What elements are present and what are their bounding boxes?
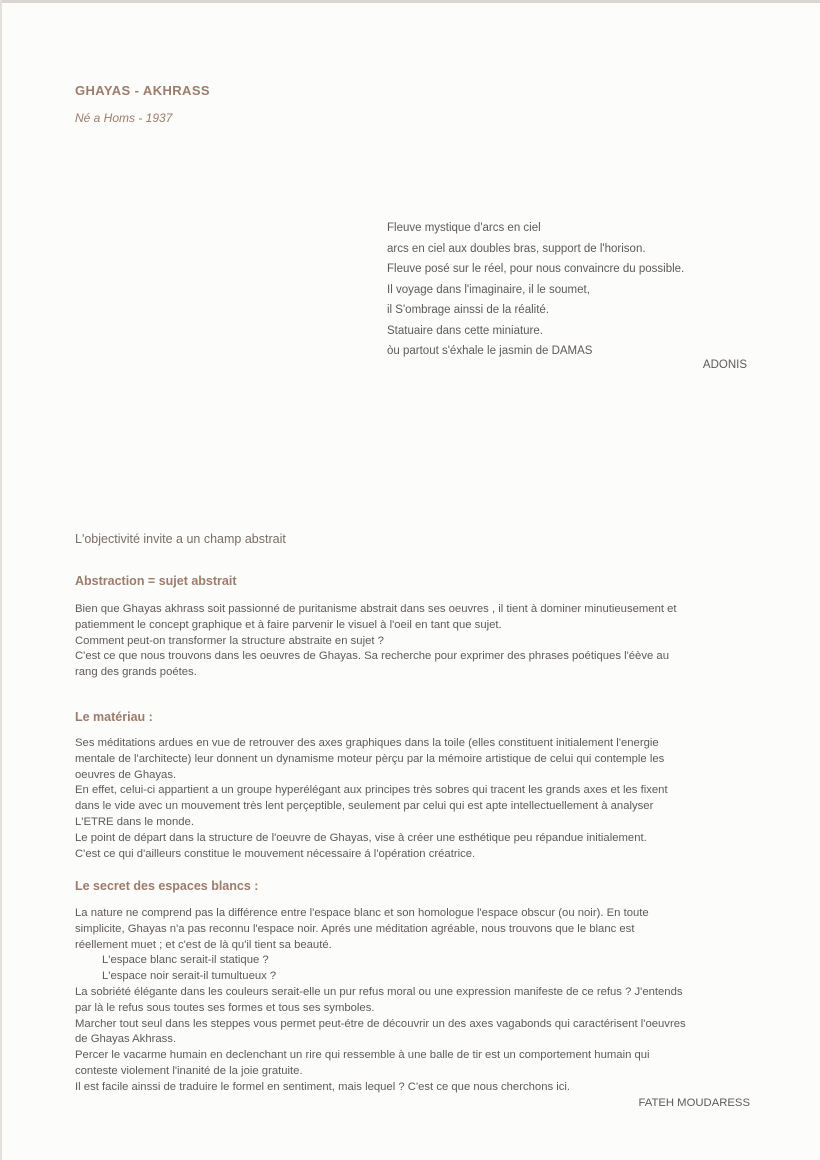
section-heading-materiau: Le matériau : <box>75 710 153 724</box>
section-body-espaces-blancs <box>75 906 751 1096</box>
page-left-edge <box>0 0 2 1160</box>
body-line: simplicite, Ghayas n'a pas reconnu l'espace noir. Aprés une méditation agréable, nous trouvons que le blanc est <box>75 922 635 935</box>
body-line: Percer le vacarme humain en declenchant un rire qui ressemble à une balle de tir est un comportement humain qui <box>75 1049 650 1062</box>
birth-info: Né a Homs - 1937 <box>75 111 173 125</box>
body-line: L'ETRE dans le monde. <box>75 815 194 828</box>
body-line: mentale de l'architecte) leur donnent un dynamisme moteur pèrçu par la mémoire artistique de celui qui contemple les <box>75 752 665 765</box>
section-body-abstraction <box>75 602 751 681</box>
body-line: En effet, celui-ci appartient a un groupe hyperélégant aux principes très sobres qui tracent les grands axes et les fixent <box>75 784 668 797</box>
poem-line: il S'ombrage ainssi de la réalité. <box>387 304 549 316</box>
body-line: Marcher tout seul dans les steppes vous permet peut-étre de découvrir un des axes vagabonds qui caractérisent l'oeuvres <box>75 1017 686 1030</box>
body-line: La nature ne comprend pas la différence entre l'espace blanc et son homologue l'espace obscur (ou noir). En toute <box>75 907 649 919</box>
body-line: patiemment le concept graphique et à faire parvenir le visuel à l'oeil en tant que sujet. <box>75 618 502 631</box>
artist-name: GHAYAS - AKHRASS <box>75 83 210 98</box>
body-line: dans le vide avec un mouvement très lent perçeptible, seulement par celui qui est apte intellectuellement à analyser <box>75 800 654 813</box>
poem-line: Statuaire dans cette miniature. <box>387 324 543 337</box>
section-heading-espaces-blancs: Le secret des espaces blancs : <box>75 879 259 893</box>
body-line: C'est ce que nous trouvons dans les oeuvres de Ghayas. Sa recherche pour exprimer des phrases poétiques l'éève au <box>75 650 669 663</box>
section-heading-abstraction: Abstraction = sujet abstrait <box>75 574 237 588</box>
poem-author: ADONIS <box>702 359 747 371</box>
poem-line: òu partout s'éxhale le jasmin de DAMAS <box>387 345 593 357</box>
body-line: L'espace noir serait-il tumultueux ? <box>102 970 277 983</box>
body-line: C'est ce qui d'ailleurs constitue le mouvement nécessaire á l'opération créatrice. <box>75 847 476 860</box>
poem <box>387 218 757 362</box>
section-body-materiau <box>75 736 751 862</box>
body-line: La sobriété élégante dans les couleurs serait-elle un pur refus moral ou une expression manifeste de ce refus ? J'entends <box>75 985 683 998</box>
body-line: oeuvres de Ghayas. <box>75 768 177 781</box>
essay-signature: FATEH MOUDARESS <box>638 1097 750 1109</box>
body-line: Il est facile ainssi de traduire le formel en sentiment, mais lequel ? C'est ce que nous cherchons ici. <box>75 1080 571 1093</box>
poem-line: Fleuve mystique d'arcs en ciel <box>387 222 541 234</box>
body-line: Bien que Ghayas akhrass soit passionné de puritanisme abstrait dans ses oeuvres , il tient à dominer minutieusement et <box>75 603 677 615</box>
body-line: par là le refus sous toutes ses formes et tous ses symboles. <box>75 1001 375 1014</box>
body-line: L'espace blanc serait-il statique ? <box>102 954 269 967</box>
page-top-edge <box>0 0 820 3</box>
body-line: Comment peut-on transformer la structure abstraite en sujet ? <box>75 634 384 647</box>
essay-intro: L'objectivité invite a un champ abstrait <box>75 532 286 546</box>
poem-line: Il voyage dans l'imaginaire, il le soumet, <box>387 283 590 296</box>
poem-line: Fleuve posé sur le réel, pour nous convaincre du possible. <box>387 263 685 275</box>
body-line: de Ghayas Akhrass. <box>75 1033 177 1046</box>
body-line: rang des grands poétes. <box>75 666 197 679</box>
body-line: réellement muet ; et c'est de là qu'il tient sa beauté. <box>75 938 332 951</box>
body-line: Ses méditations ardues en vue de retrouver des axes graphiques dans la toile (elles constituent initialement l'energie <box>75 737 659 749</box>
body-line: conteste violement l'inanité de la joie gratuite. <box>75 1064 303 1077</box>
body-line: Le point de départ dans la structure de l'oeuvre de Ghayas, vise à créer une esthétique peu répandue initialement. <box>75 831 647 844</box>
poem-line: arcs en ciel aux doubles bras, support de l'horison. <box>387 242 646 255</box>
